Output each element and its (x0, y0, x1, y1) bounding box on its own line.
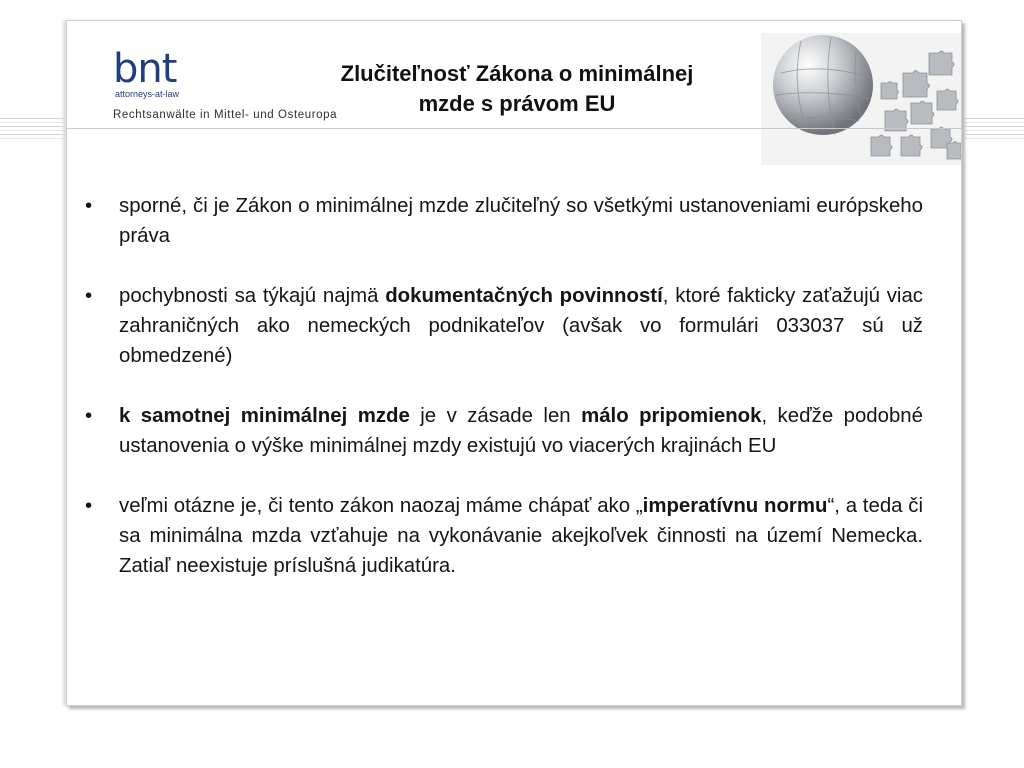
bullet-emphasis: k samotnej minimálnej mzde (119, 405, 410, 427)
bullet-text: , keďže podobné ustanovenia o výške minimálnej mzdy existujú vo viacerých krajinách EU (119, 405, 923, 457)
bullet-emphasis: dokumentačných povinností (385, 285, 663, 307)
logo-subtitle: attorneys-at-law (115, 89, 180, 99)
bullet-item-4 (85, 491, 923, 581)
bullet-list (85, 191, 923, 581)
puzzle-globe-image (761, 33, 961, 165)
bullet-text: sporné, či je Zákon o minimálnej mzde zlučiteľný so všetkými ustanoveniami európskeho práva (119, 195, 923, 247)
title-line-1: Zlučiteľnosť Zákona o minimálnej (340, 61, 694, 86)
bullet-text: veľmi otázne je, či tento zákon naozaj máme chápať ako „ (119, 495, 643, 517)
bnt-logo (113, 46, 180, 99)
firm-tagline: Rechtsanwälte in Mittel- und Osteuropa (113, 109, 338, 121)
bullet-dot: • (85, 195, 93, 217)
bullet-dot: • (85, 495, 93, 517)
bullet-text: pochybnosti sa týkajú najmä (119, 285, 386, 307)
bullet-text: , ktoré fakticky zaťažujú viac zahraničných ako nemeckých podnikateľov (avšak vo formulári 033037 sú už obmedzené) (119, 285, 923, 367)
bullet-item-1 (85, 191, 923, 251)
logo-wordmark: bnt (113, 46, 177, 92)
bullet-item-2 (85, 281, 923, 371)
bullet-emphasis: imperatívnu normu (642, 495, 828, 517)
slide (66, 20, 962, 706)
right-decor-stripes (960, 118, 1024, 140)
header-divider (67, 128, 961, 129)
bullet-emphasis: málo pripomienok (581, 405, 762, 427)
left-decor-stripes (0, 118, 66, 140)
bullet-text: je v zásade len (409, 405, 582, 427)
bullet-dot: • (85, 285, 93, 307)
bullet-dot: • (85, 405, 93, 427)
bullet-item-3 (85, 401, 923, 461)
title-line-2: mzde s právom EU (418, 91, 616, 116)
bullet-text: “, a teda či sa minimálna mzda vzťahuje na vykonávanie akejkoľvek činnosti na území Nemecka. Zatiaľ neexistuje príslušná judikatúra. (119, 495, 924, 577)
slide-title (257, 59, 777, 119)
